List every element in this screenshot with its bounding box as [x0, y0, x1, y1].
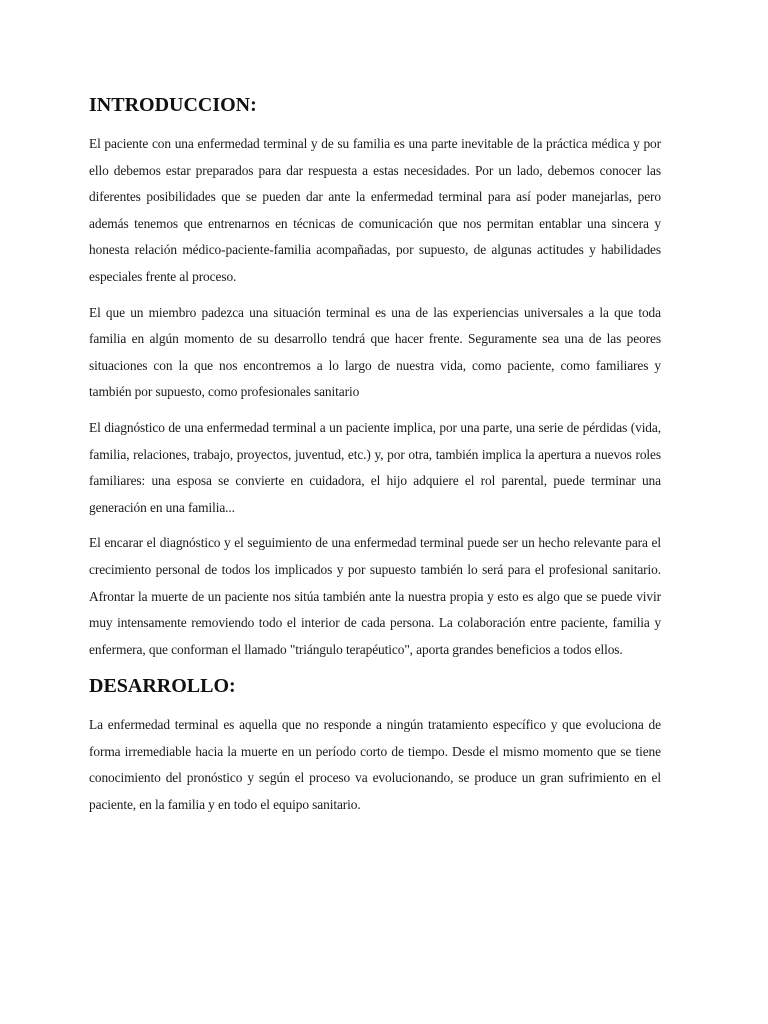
paragraph-intro-3: El diagnóstico de una enfermedad terminal a un paciente implica, por una parte, una serie de pérdidas (vida, familia, relaciones, trabajo, proyectos, juventud, etc.) y, por otra, también implica la apertura a nuevos roles familiares: una esposa se convierte en cuidadora, el hijo adquiere el rol parental, puede terminar una generación en una familia... [89, 419, 661, 515]
section-heading-introduccion: INTRODUCCION: [89, 94, 257, 116]
document-page [89, 86, 661, 828]
paragraph-intro-1: El paciente con una enfermedad terminal y de su familia es una parte inevitable de la práctica médica y por ello debemos estar preparados para dar respuesta a estas necesidades. Por un lado, debemos conocer las diferentes posibilidades que se pueden dar ante la enfermedad terminal para así poder manejarlas, pero además tenemos que entrenarnos en técnicas de comunicación que nos permitan entablar una sincera y honesta relación médico-paciente-familia acompañadas, por supuesto, de algunas actitudes y habilidades especiales frente al proceso. [89, 136, 661, 284]
paragraph-intro-2: El que un miembro padezca una situación terminal es una de las experiencias universales a la que toda familia en algún momento de su desarrollo tendrá que hacer frente. Seguramente sea una de las peores situaciones con la que nos encontremos a lo largo de nuestra vida, como paciente, como familiares y también por supuesto, como profesionales sanitario [89, 304, 661, 400]
paragraph-desarrollo-1: La enfermedad terminal es aquella que no responde a ningún tratamiento específico y que evoluciona de forma irremediable hacia la muerte en un período corto de tiempo. Desde el mismo momento que se tiene conocimiento del pronóstico y según el proceso va evolucionando, se produce un gran sufrimiento en el paciente, en la familia y en todo el equipo sanitario. [89, 717, 661, 813]
paragraph-intro-4: El encarar el diagnóstico y el seguimiento de una enfermedad terminal puede ser un hecho relevante para el crecimiento personal de todos los implicados y por supuesto también lo será para el profesional sanitario. Afrontar la muerte de un paciente nos sitúa también ante la nuestra propia y esto es algo que se puede vivir muy intensamente removiendo todo el interior de cada persona. La colaboración entre paciente, familia y enfermera, que conforman el llamado "triángulo terapéutico", aporta grandes beneficios a todos ellos. [89, 535, 661, 657]
section-heading-desarrollo: DESARROLLO: [89, 675, 236, 698]
